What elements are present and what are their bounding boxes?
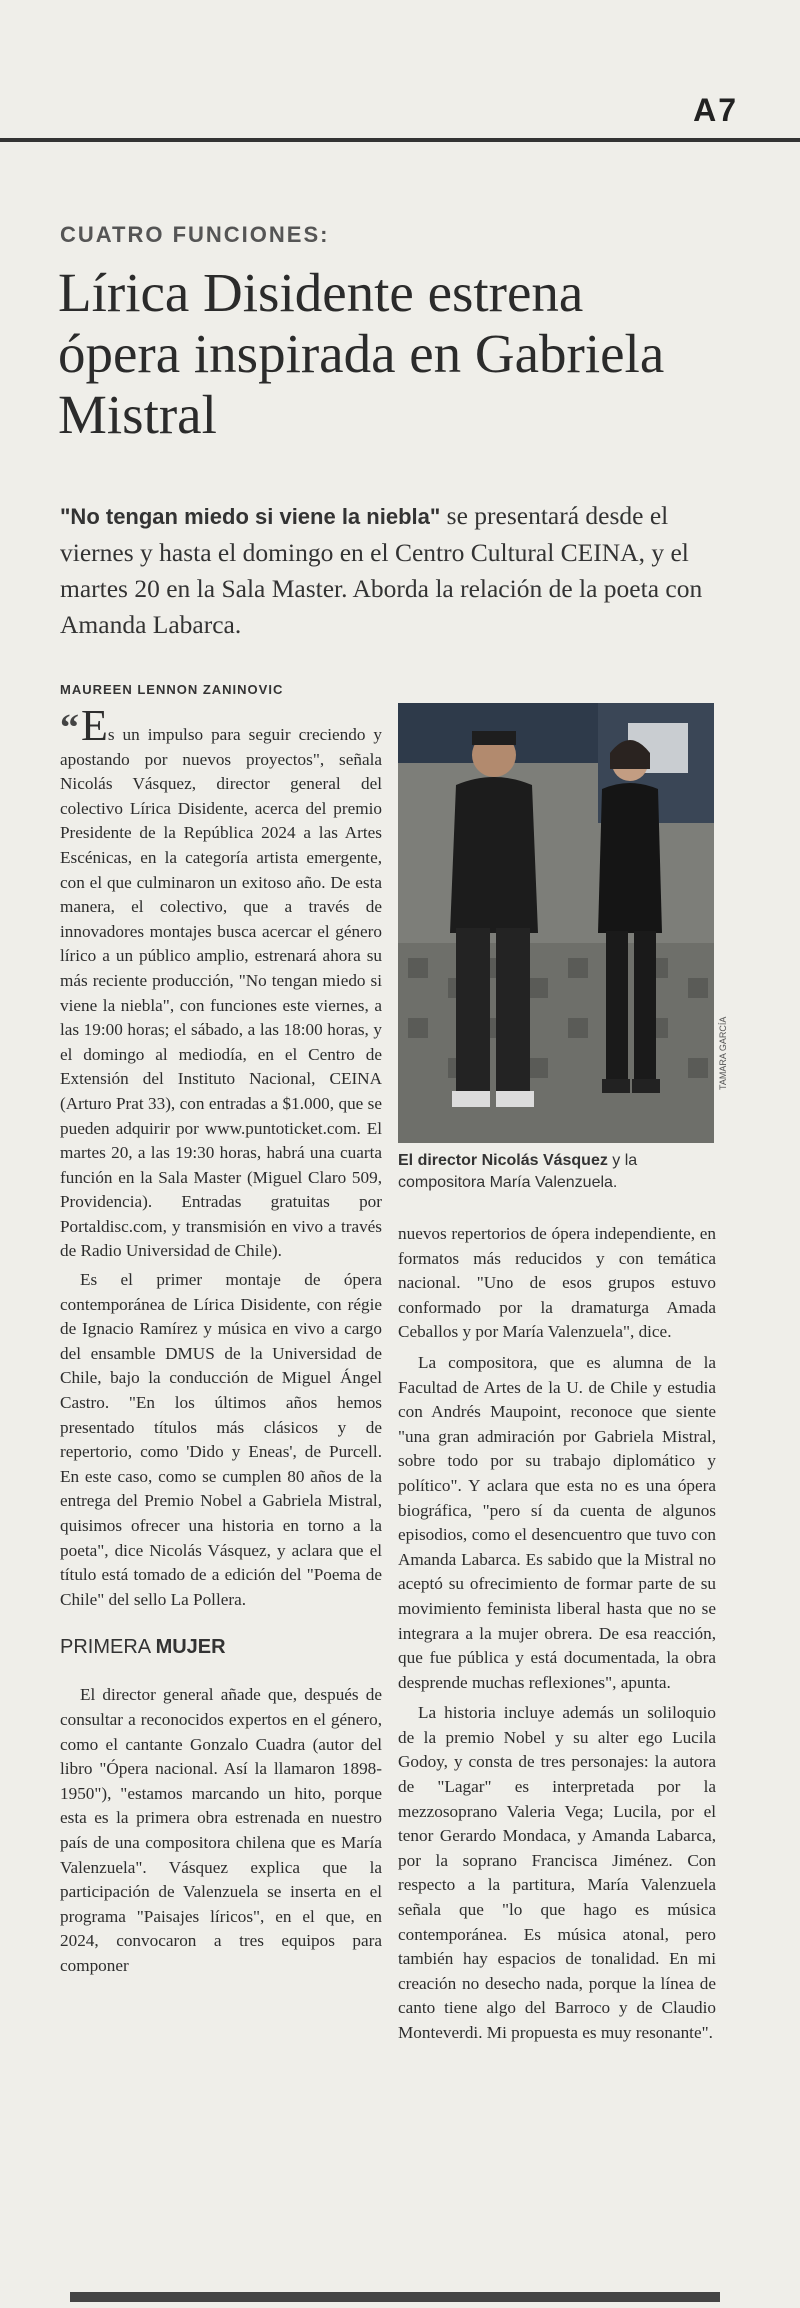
col2-paragraph-2: La compositora, que es alumna de la Facultad de Artes de la U. de Chile y estudia con Andrés Maupoint, reconoce que siente "una gran admiración por Gabriela Mistral, sobre todo por su trabajo diplomático y político". Y aclara que esta no es una ópera biográfica, "pero sí da cuenta de algunos episodios, como el desencuentro que tuvo con Amanda Labarca. Es sabido que la Mistral no aceptó su ofrecimiento de formar parte de su movimiento feminista liberal hasta que no se integrara a la mujer obrera. De esa reacción, que fue pública y está documentada, la obra desprende muchas reflexiones", apunta.: [398, 1352, 716, 1692]
deck-rest: se presentará desde el viernes y hasta el domingo en el Centro Cultural CEINA, y el martes 20 en la Sala Master. Aborda la relación de la poeta con Amanda Labarca.: [60, 501, 703, 639]
column-1: [60, 701, 382, 1979]
subheading-light: PRIMERA: [60, 1636, 156, 1659]
col2-paragraph-3: La historia incluye además un soliloquio de la premio Nobel y su alter ego Lucila Godoy, y consta de tres personajes: la autora de "Lagar" es interpretada por la mezzosoprano Valeria Vega; Lucila, por el tenor Gerardo Mondaca, y Amanda Labarca, por la soprano Francisca Jiménez. Con respecto a la partitura, María Valenzuela señala que "lo que hago es música contemporánea. Es música atonal, pero también hay espacios de tonalidad. En mi creación no desecho nada, porque la línea de canto tiene algo del Barroco y de Claudio Monteverdi. Mi propuesta es muy resonante".: [398, 1703, 716, 2042]
page-number: A7: [693, 92, 738, 128]
paragraph-1: [60, 701, 382, 1264]
open-quote: “: [60, 707, 79, 749]
caption-rest: y la compositora María Valenzuela.: [398, 1152, 638, 1191]
col2-paragraph-1: nuevos repertorios de ópera independiente, en formatos más reducidos y con temática nacional. "Uno de esos grupos estuvo conformado por la dramaturga Amada Ceballos y por María Valenzuela", dice.: [398, 1224, 716, 1342]
paragraph-1-text: s un impulso para seguir creciendo y apostando por nuevos proyectos", señala Nicolás Vásquez, director general del colectivo Lírica Disidente, acerca del premio Presidente de la República 2024 a las Artes Escénicas, en la categoría artista emergente, con el que culminaron un exitoso año. De esta manera, el colectivo, que a través de innovadores montajes busca acercar el género lírico a un público amplio, estrenará ahora su más reciente producción, "No tengan miedo si viene la niebla", con funciones este viernes, a las 19:00 horas; el sábado, a las 18:00 horas, y el domingo al mediodía, en el Centro de Extensión del Instituto Nacional, CEINA (Arturo Prat 33), con entradas a $1.000, que se pueden adquirir por www.puntoticket.com. El martes 20, a las 19:30 horas, habrá una cuarta función en la Sala Master (Miguel Claro 509, Providencia). Entradas gratuitas por Portaldisc.com, y transmisión en vivo a través de Radio Universidad de Chile).: [60, 725, 382, 1261]
header-rule: [0, 138, 800, 142]
column-2: [398, 1222, 716, 2046]
byline: MAUREEN LENNON ZANINOVIC: [60, 682, 284, 697]
paragraph-3: El director general añade que, después de consultar a reconocidos expertos en el género, como el cantante Gonzalo Cuadra (autor del libro "Ópera nacional. Así la llamaron 1898-1950"), "estamos marcando un hito, porque esta es la primera obra estrenada en nuestro país de una compositora chilena que es María Valenzuela". Vásquez explica que la participación de Valenzuela se inserta en el programa "Paisajes líricos", en el que, en 2024, convocaron a tres equipos para componer: [60, 1685, 382, 1975]
deck-bold: "No tengan miedo si viene la niebla": [60, 504, 441, 529]
photo-caption: [398, 1150, 728, 1194]
headline: Lírica Disidente estrena ópera inspirada en Gabriela Mistral: [58, 262, 665, 445]
subheading: [60, 1636, 382, 1659]
deck: [60, 498, 710, 643]
kicker: CUATRO FUNCIONES:: [60, 222, 330, 247]
photo-illustration: [398, 703, 714, 1143]
subheading-bold: MUJER: [155, 1636, 226, 1659]
article-photo: [398, 703, 714, 1143]
bottom-bar: [70, 2292, 720, 2302]
photo-credit: TAMARA GARCÍA: [718, 1016, 728, 1090]
drop-cap: E: [81, 701, 108, 750]
paragraph-2: Es el primer montaje de ópera contemporánea de Lírica Disidente, con régie de Ignacio Ramírez y música en vivo a cargo del ensamble DMUS de la Universidad de Chile, bajo la conducción de Miguel Ángel Castro. "En los últimos años hemos presentado títulos más clásicos y de repertorio, como 'Dido y Eneas', de Purcell. En este caso, como se cumplen 80 años de la entrega del Premio Nobel a Gabriela Mistral, quisimos ofrecer una historia en torno a la poeta", dice Nicolás Vásquez, y aclara que el título está tomado de a edición del "Poema de Chile" del sello La Pollera.: [60, 1270, 382, 1609]
caption-bold: El director Nicolás Vásquez: [398, 1152, 608, 1169]
